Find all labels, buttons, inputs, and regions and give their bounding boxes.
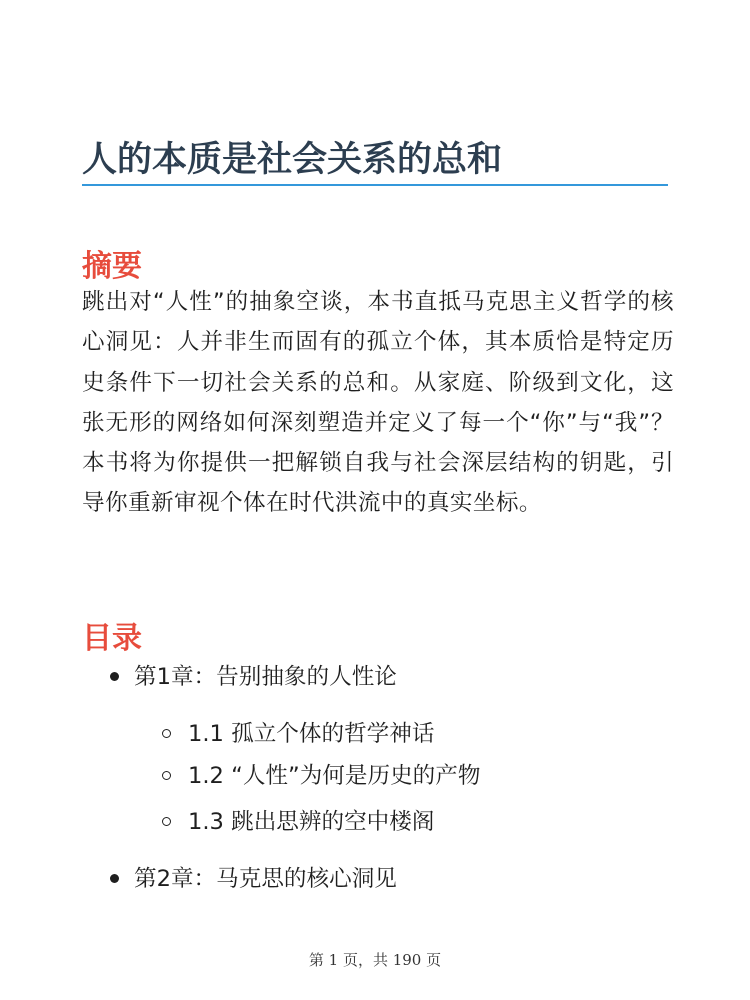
page-indicator: 第 1 页，共 190 页 (308, 951, 442, 969)
filled-bullet-icon (110, 672, 119, 681)
toc-heading: 目录 (82, 620, 142, 656)
toc-section-label: 1.2 “人性”为何是历史的产物 (188, 763, 481, 789)
toc-section-label: 1.1 孤立个体的哲学神话 (188, 721, 435, 747)
title-divider (82, 184, 668, 186)
abstract-heading: 摘要 (82, 248, 142, 284)
toc-section-label: 1.3 跳出思辨的空中楼阁 (188, 809, 435, 835)
toc-chapter-label: 第2章：马克思的核心洞见 (134, 866, 397, 892)
hollow-bullet-icon (162, 729, 171, 738)
document-title: 人的本质是社会关系的总和 (82, 140, 503, 181)
hollow-bullet-icon (162, 771, 171, 780)
abstract-text: 跳出对“人性”的抽象空谈，本书直抵马克思主义哲学的核心洞见：人并非生而固有的孤立个体，其本质恰是特定历史条件下一切社会关系的总和。从家庭、阶级到文化，这张无形的网络如何深刻塑造并定义了每一个“你”与“我”？本书将为你提供一把解锁自我与社会深层结构的钥匙，引导你重新审视个体在时代洪流中的真实坐标。 (82, 289, 674, 517)
filled-bullet-icon (110, 874, 119, 883)
hollow-bullet-icon (162, 817, 171, 826)
toc-chapter-label: 第1章：告别抽象的人性论 (134, 664, 397, 690)
